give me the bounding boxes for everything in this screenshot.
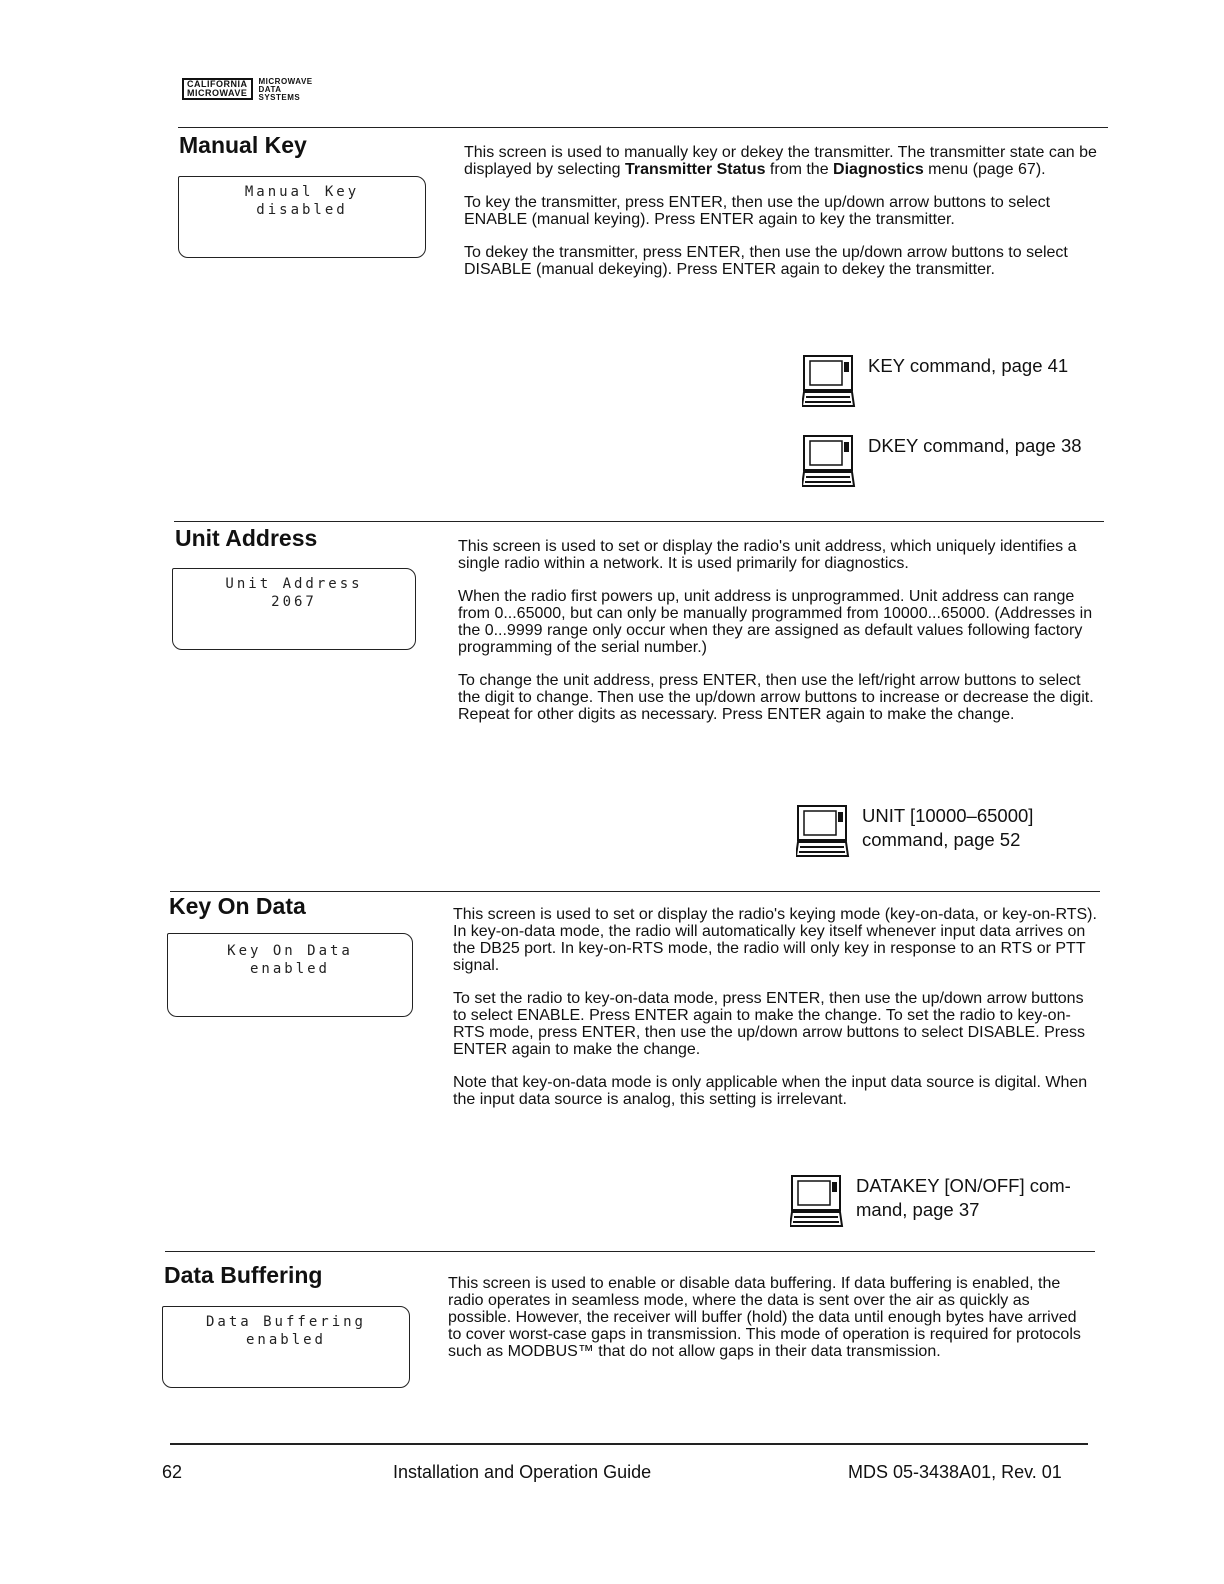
cross-reference-dkey xyxy=(802,434,1082,490)
cross-reference-datakey xyxy=(790,1174,1071,1230)
reference-text: DKEY command, page 38 xyxy=(868,435,1082,456)
menu-name: Diagnostics xyxy=(833,161,924,178)
lcd-display-unit-address xyxy=(172,568,416,650)
computer-icon xyxy=(790,1174,844,1230)
lcd-line-1: Key On Data xyxy=(227,943,353,959)
lcd-line-2: 2067 xyxy=(271,594,317,610)
section-divider xyxy=(165,1251,1095,1252)
section-title-data-buffering: Data Buffering xyxy=(164,1262,323,1288)
computer-icon xyxy=(802,354,856,410)
logo-text-line2: DATA xyxy=(258,85,282,94)
document-id: MDS 05-3438A01, Rev. 01 xyxy=(848,1462,1062,1482)
section-title-manual-key: Manual Key xyxy=(179,132,307,158)
logo-box xyxy=(182,78,253,100)
paragraph: To set the radio to key-on-data mode, press ENTER, then use the up/down arrow buttons to select ENABLE. Press ENTER again to make the change. To set the radio to key-on-RTS mode, press ENTER, then use the up/down arrow buttons to select DISABLE. Press ENTER again to make the change. xyxy=(453,990,1085,1058)
paragraph-text: menu (page 67). xyxy=(923,161,1046,178)
section-body-unit-address xyxy=(458,538,1103,739)
paragraph: This screen is used to enable or disable data buffering. If data buffering is enabled, the radio operates in seamless mode, where the data is sent over the air as quickly as possible. However, the receiver will buffer (hold) the data until enough bytes have arrived to cover worst-case gaps in transmission. This mode of operation is required for protocols such as MODBUS™ that do not allow gaps in their data transmission. xyxy=(448,1275,1081,1360)
page-number: 62 xyxy=(162,1462,183,1482)
logo-box-line2: MICROWAVE xyxy=(187,88,248,98)
menu-item-name: Transmitter Status xyxy=(624,161,766,178)
footer-rule xyxy=(170,1443,1088,1445)
logo-text-line3: SYSTEMS xyxy=(258,93,301,102)
lcd-line-2: enabled xyxy=(245,1332,326,1348)
section-divider xyxy=(178,127,1108,128)
paragraph: Note that key-on-data mode is only applicable when the input data source is digital. When the input data source is analog, this setting is irrelevant. xyxy=(453,1074,1088,1108)
section-body-data-buffering xyxy=(448,1275,1093,1376)
lcd-line-2: disabled xyxy=(256,202,348,218)
section-body-manual-key xyxy=(464,144,1109,294)
paragraph xyxy=(464,144,1109,178)
paragraph: This screen is used to set or display the radio's unit address, which uniquely identifies a single radio within a network. It is used primarily for diagnostics. xyxy=(458,538,1077,572)
lcd-line-1: Manual Key xyxy=(244,184,360,200)
lcd-display-key-on-data xyxy=(167,933,413,1017)
lcd-display-manual-key xyxy=(178,176,426,258)
section-title-unit-address: Unit Address xyxy=(175,525,318,551)
paragraph: To key the transmitter, press ENTER, then use the up/down arrow buttons to select ENABLE (manual keying). Press ENTER again to key the transmitter. xyxy=(464,194,1051,228)
reference-line-1: DATAKEY [ON/OFF] com- xyxy=(856,1175,1071,1196)
lcd-line-1: Unit Address xyxy=(225,576,363,592)
logo-text-line1: MICROWAVE xyxy=(258,77,313,86)
section-body-key-on-data xyxy=(453,906,1098,1124)
reference-line-1: UNIT [10000–65000] xyxy=(862,805,1034,826)
logo-text xyxy=(259,78,313,102)
lcd-line-1: Data Buffering xyxy=(205,1314,366,1330)
paragraph: To dekey the transmitter, press ENTER, then use the up/down arrow buttons to select DISABLE (manual dekeying). Press ENTER again to dekey the transmitter. xyxy=(464,244,1068,278)
guide-title: Installation and Operation Guide xyxy=(393,1462,652,1482)
paragraph-text: This screen is used to manually key or dekey the transmitter. The transmitter state can be displayed by selecting xyxy=(464,144,1097,178)
cross-reference-key xyxy=(802,354,1068,410)
section-divider xyxy=(170,891,1100,892)
paragraph-text: from the xyxy=(765,161,834,178)
section-divider xyxy=(174,521,1104,522)
paragraph: When the radio first powers up, unit address is unprogrammed. Unit address can range from 0...65000, but can only be manually programmed from 10000...65000. (Addresses in the 0...9999 range only occur when they are assigned as default values following factory programming of the serial number.) xyxy=(458,588,1093,656)
paragraph: This screen is used to set or display the radio's keying mode (key-on-data, or key-on-RTS). In key-on-data mode, the radio will automatically key itself whenever input data arrives on the DB25 port. In key-on-RTS mode, the radio will only key in response to an RTS or PTT signal. xyxy=(453,906,1097,974)
computer-icon xyxy=(802,434,856,490)
computer-icon xyxy=(796,804,850,860)
section-title-key-on-data: Key On Data xyxy=(169,893,306,919)
reference-line-2: mand, page 37 xyxy=(856,1199,980,1220)
paragraph: To change the unit address, press ENTER, then use the left/right arrow buttons to select the digit to change. Then use the up/down arrow buttons to increase or decrease the digit. Repeat for other digits as necessary. Press ENTER again to make the change. xyxy=(458,672,1094,723)
reference-text: KEY command, page 41 xyxy=(868,355,1069,376)
reference-line-2: command, page 52 xyxy=(862,829,1021,850)
lcd-display-data-buffering xyxy=(162,1306,410,1388)
lcd-line-2: enabled xyxy=(249,961,330,977)
reference-text xyxy=(856,1174,1071,1222)
company-logo xyxy=(182,78,313,102)
cross-reference-unit xyxy=(796,804,1033,860)
logo-box-line1: CALIFORNIA xyxy=(187,79,248,89)
reference-text xyxy=(862,804,1033,852)
